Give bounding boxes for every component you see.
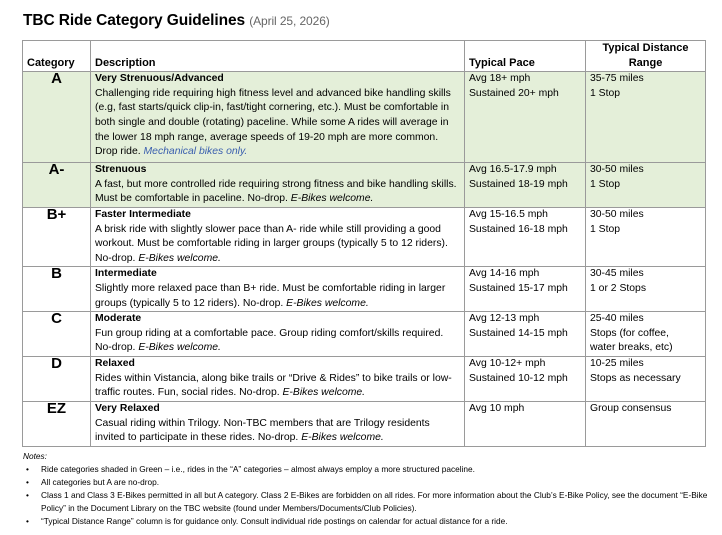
ride-category-table xyxy=(22,40,706,447)
page-title xyxy=(23,12,330,30)
ride-name: Faster Intermediate xyxy=(95,208,191,220)
pace-cell xyxy=(465,163,586,208)
header-category: Category xyxy=(23,41,91,72)
distance-cell xyxy=(586,72,706,163)
distance-line: 30-50 miles xyxy=(590,164,644,176)
description-cell xyxy=(91,401,465,446)
ride-description: Slightly more relaxed pace than B+ ride. Must be comfortable riding in larger groups (typically 5 to 12 riders). No-drop. xyxy=(95,282,446,309)
pace-line: Avg 16.5-17.9 mph xyxy=(469,164,557,176)
description-cell xyxy=(91,267,465,312)
ride-bike-note: E-Bikes welcome. xyxy=(282,387,366,399)
note-text: Class 1 and Class 3 E-Bikes permitted in all but A category. Class 2 E-Bikes are forbidden on all rides. For more information about the Club’s E-Bike Policy, see the document “E-Bike Policy” in the Document Library on the TBC website (found under Members/Documents/Club Policies). xyxy=(41,490,708,513)
note-item xyxy=(23,489,713,515)
distance-line: Stops (for coffee, xyxy=(590,327,669,339)
note-text: All categories but A are no-drop. xyxy=(41,477,160,487)
table-row xyxy=(23,312,706,357)
ride-name: Moderate xyxy=(95,313,142,325)
category-cell: A xyxy=(23,72,91,163)
category-cell: A- xyxy=(23,163,91,208)
pace-cell xyxy=(465,72,586,163)
pace-cell xyxy=(465,267,586,312)
pace-line: Sustained 10-12 mph xyxy=(469,372,568,384)
distance-line: 35-75 miles xyxy=(590,73,644,85)
distance-line: 30-50 miles xyxy=(590,208,644,220)
category-cell: EZ xyxy=(23,401,91,446)
ride-bike-note: E-Bikes welcome. xyxy=(138,342,221,354)
header-typical-pace: Typical Pace xyxy=(465,41,586,72)
ride-name: Relaxed xyxy=(95,358,135,370)
distance-cell xyxy=(586,163,706,208)
ride-name: Intermediate xyxy=(95,268,157,280)
pace-line: Avg 15-16.5 mph xyxy=(469,208,548,220)
header-description: Description xyxy=(91,41,465,72)
distance-cell xyxy=(586,207,706,266)
ride-bike-note: Mechanical bikes only. xyxy=(143,146,248,158)
ride-description: Challenging ride requiring high fitness level and advanced bike handling skills (e.g, fast starts/quick clip-in, fast/tight cornering, etc.). Must be comfortable in both single and double (rotating) paceline. While some A rides will average in the lower 18 mph range, average speeds of 19-20 mph are more common. Drop ride. xyxy=(95,87,451,158)
table-row xyxy=(23,401,706,446)
category-cell: B xyxy=(23,267,91,312)
distance-line: 1 Stop xyxy=(590,223,621,235)
table-row xyxy=(23,207,706,266)
title-date: (April 25, 2026) xyxy=(249,14,330,28)
pace-cell xyxy=(465,207,586,266)
bullet-icon: • xyxy=(26,516,29,526)
table-row xyxy=(23,163,706,208)
bullet-icon: • xyxy=(26,477,29,487)
pace-cell xyxy=(465,312,586,357)
ride-name: Very Relaxed xyxy=(95,402,160,414)
pace-line: Sustained 14-15 mph xyxy=(469,327,568,339)
pace-line: Sustained 18-19 mph xyxy=(469,178,568,190)
note-item xyxy=(23,463,713,476)
distance-line: 1 or 2 Stops xyxy=(590,282,647,294)
ride-description: Casual riding within Trilogy. Non-TBC members that are Trilogy residents invited to participate in these rides. No-drop. xyxy=(95,417,430,444)
note-text: “Typical Distance Range” column is for guidance only. Consult individual ride postings on calendar for actual distance for a ride. xyxy=(41,516,508,526)
distance-cell xyxy=(586,267,706,312)
ride-name: Very Strenuous/Advanced xyxy=(95,73,224,85)
note-item xyxy=(23,515,713,528)
table-row xyxy=(23,357,706,402)
distance-line: 1 Stop xyxy=(590,87,621,99)
pace-line: Avg 10 mph xyxy=(469,402,525,414)
table-row xyxy=(23,267,706,312)
distance-line: 10-25 miles xyxy=(590,358,644,370)
category-cell: B+ xyxy=(23,207,91,266)
description-cell xyxy=(91,312,465,357)
pace-line: Avg 10-12+ mph xyxy=(469,358,546,370)
header-typical-distance: Typical Distance Range xyxy=(586,41,706,72)
ride-description: Rides within Vistancia, along bike trails or “Drive & Rides” to bike trails or low-traffic routes. Fun, social rides. No-drop. xyxy=(95,372,452,399)
distance-line: Stops as necessary xyxy=(590,372,681,384)
distance-line: 25-40 miles xyxy=(590,313,644,325)
distance-cell xyxy=(586,357,706,402)
distance-line: 30-45 miles xyxy=(590,268,644,280)
description-cell xyxy=(91,72,465,163)
ride-name: Strenuous xyxy=(95,164,147,176)
bullet-icon: • xyxy=(26,464,29,474)
distance-line: Group consensus xyxy=(590,402,672,414)
notes-section xyxy=(23,450,713,528)
pace-line: Avg 18+ mph xyxy=(469,73,531,85)
pace-line: Sustained 20+ mph xyxy=(469,87,559,99)
table-row xyxy=(23,72,706,163)
note-item xyxy=(23,476,713,489)
pace-line: Avg 12-13 mph xyxy=(469,313,540,325)
pace-cell xyxy=(465,357,586,402)
pace-line: Avg 14-16 mph xyxy=(469,268,540,280)
notes-heading: Notes: xyxy=(23,451,47,461)
pace-line: Sustained 15-17 mph xyxy=(469,282,568,294)
distance-line: 1 Stop xyxy=(590,178,621,190)
pace-cell xyxy=(465,401,586,446)
ride-bike-note: E-Bikes welcome. xyxy=(290,193,374,205)
bullet-icon: • xyxy=(26,490,29,500)
note-text: Ride categories shaded in Green – i.e., rides in the “A” categories – almost always employ a more structured paceline. xyxy=(41,464,475,474)
notes-list xyxy=(23,463,713,528)
category-cell: D xyxy=(23,357,91,402)
category-cell: C xyxy=(23,312,91,357)
description-cell xyxy=(91,207,465,266)
pace-line: Sustained 16-18 mph xyxy=(469,223,568,235)
distance-cell xyxy=(586,312,706,357)
title-text: TBC Ride Category Guidelines xyxy=(23,12,245,29)
ride-description: Fun group riding at a comfortable pace. Group riding comfort/skills required. No-drop. xyxy=(95,327,444,354)
ride-bike-note: E-Bikes welcome. xyxy=(301,432,384,444)
ride-description: A brisk ride with slightly slower pace than A- ride while still providing a good workout. Must be comfortable riding in larger groups (typically 5 to 12 riders). No-drop. xyxy=(95,223,448,264)
ride-bike-note: E-Bikes welcome. xyxy=(286,297,369,309)
distance-cell xyxy=(586,401,706,446)
distance-line: water breaks, etc) xyxy=(590,342,673,354)
table-header-row xyxy=(23,41,706,72)
ride-bike-note: E-Bikes welcome. xyxy=(138,252,221,264)
description-cell xyxy=(91,357,465,402)
description-cell xyxy=(91,163,465,208)
ride-description: A fast, but more controlled ride requiring strong fitness and bike handling skills. Must be comfortable in paceline. No-drop. xyxy=(95,178,457,205)
